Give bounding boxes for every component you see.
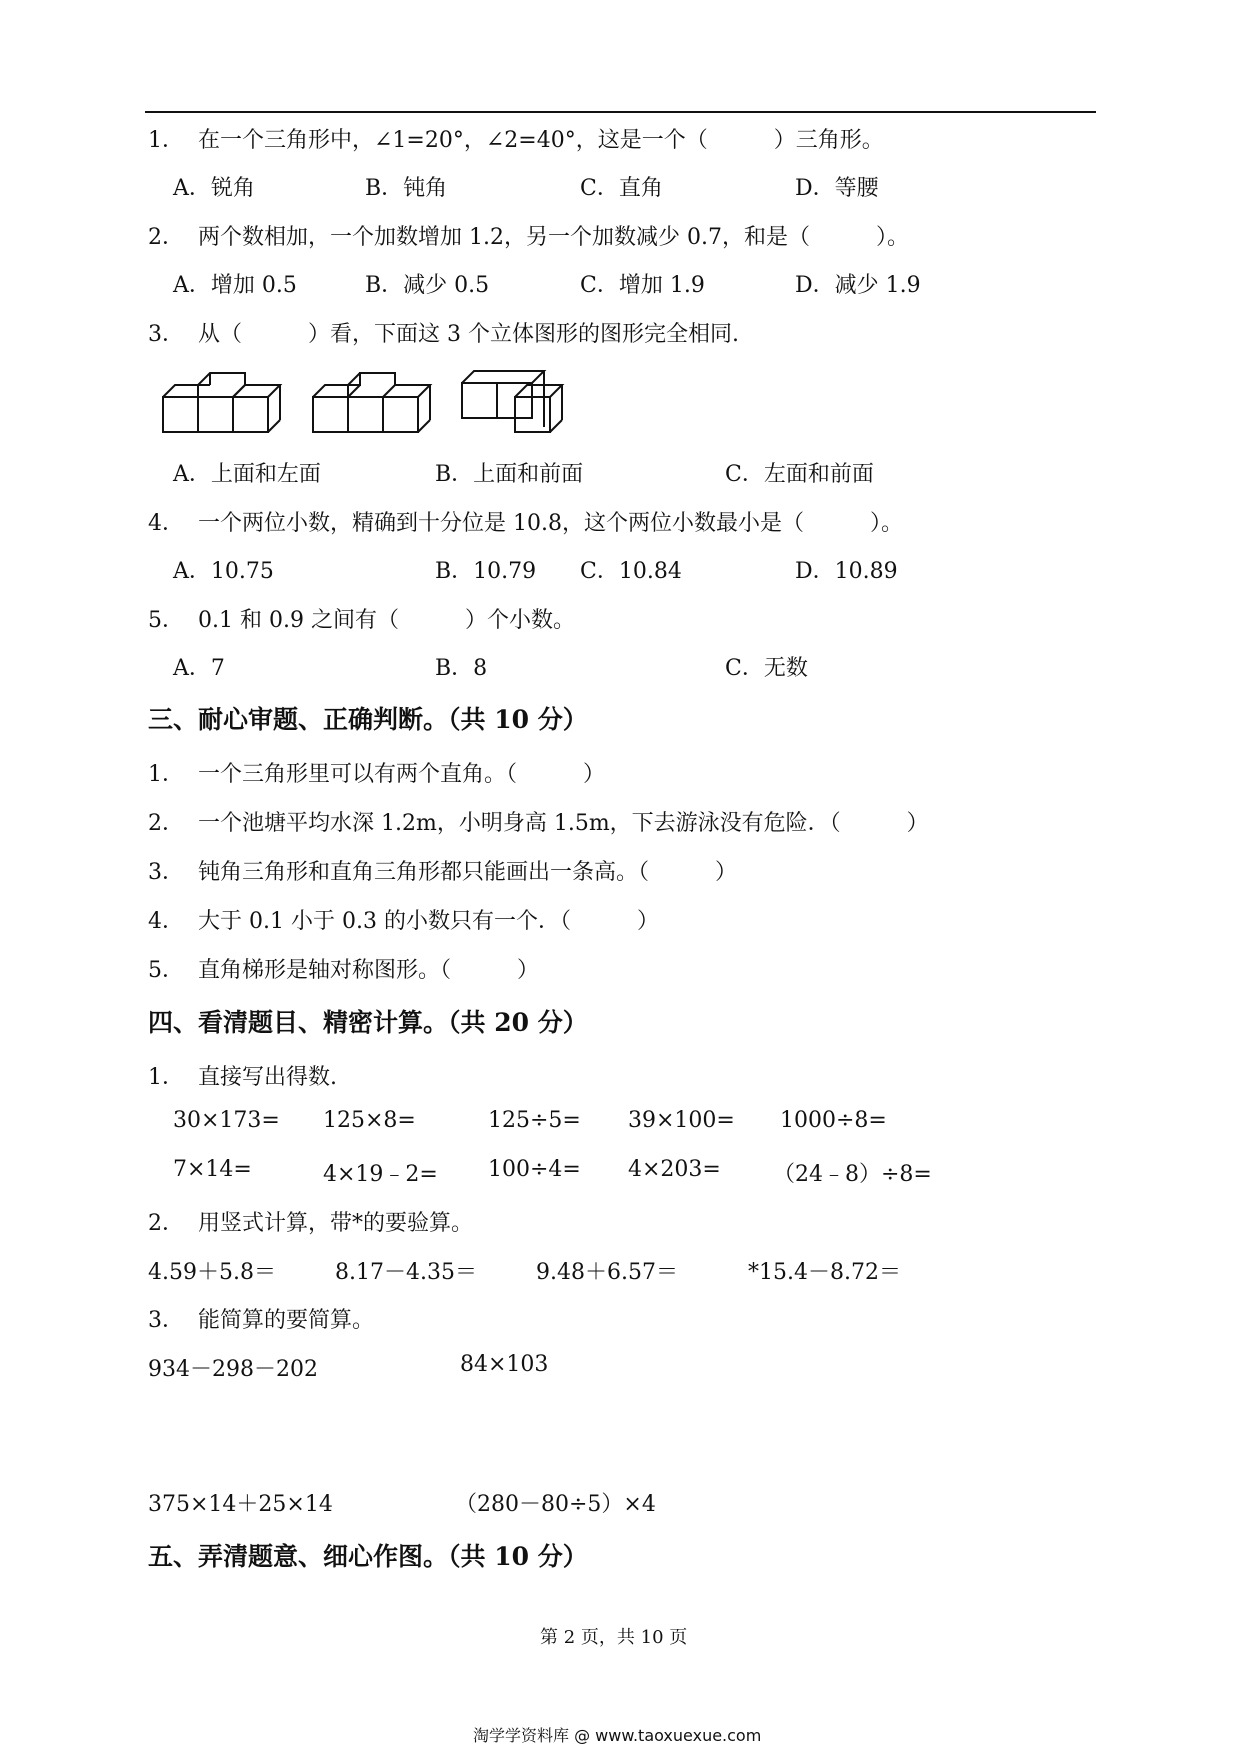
- option-b: B．8: [435, 656, 488, 681]
- option-c: C．左面和前面: [725, 462, 874, 487]
- option-c: C．无数: [725, 656, 808, 681]
- item-number: 5．: [148, 958, 184, 983]
- item-number: 4．: [148, 909, 184, 934]
- expression: 7×14=: [173, 1157, 252, 1182]
- option-c: C．增加 1.9: [580, 273, 705, 298]
- item-text: 一个三角形里可以有两个直角。（ ）: [198, 762, 606, 787]
- item-text: 钝角三角形和直角三角形都只能画出一条高。（ ）: [198, 860, 738, 885]
- expression: 39×100=: [628, 1108, 735, 1133]
- expression: 30×173=: [173, 1108, 280, 1133]
- expression: 9.48＋6.57＝: [536, 1260, 678, 1285]
- expression: （24﹣8）÷8=: [773, 1162, 932, 1187]
- item-number: 3．: [148, 860, 184, 885]
- question-text: 用竖式计算，带*的要验算。: [198, 1211, 474, 1236]
- option-a: A．上面和左面: [173, 462, 321, 487]
- item-number: 1．: [148, 762, 184, 787]
- solid-figures-diagram: [155, 365, 595, 445]
- solid-figure-1: [163, 373, 280, 432]
- question-text: 0.1 和 0.9 之间有（ ）个小数。: [198, 608, 575, 633]
- expression: *15.4－8.72＝: [748, 1260, 901, 1285]
- question-text: 从（ ）看，下面这 3 个立体图形的图形完全相同.: [198, 322, 739, 347]
- option-d: D．10.89: [795, 559, 898, 584]
- expression: 100÷4=: [488, 1157, 581, 1182]
- option-a: A．锐角: [173, 176, 255, 201]
- solid-figure-2: [313, 373, 430, 432]
- option-b: B．减少 0.5: [365, 273, 490, 298]
- item-text: 直角梯形是轴对称图形。（ ）: [198, 958, 540, 983]
- question-text: 一个两位小数，精确到十分位是 10.8，这个两位小数最小是（ ）。: [198, 511, 903, 536]
- expression: （280－80÷5）×4: [455, 1492, 656, 1517]
- option-b: B．钝角: [365, 176, 448, 201]
- question-text: 两个数相加，一个加数增加 1.2，另一个加数减少 0.7，和是（ ）。: [198, 225, 909, 250]
- expression: 934－298－202: [148, 1357, 318, 1382]
- section-title-part5: 五、弄清题意、细心作图。（共 10 分）: [148, 1542, 588, 1571]
- option-b: B．上面和前面: [435, 462, 584, 487]
- option-c: C．10.84: [580, 559, 682, 584]
- section-title-part4: 四、看清题目、精密计算。（共 20 分）: [148, 1008, 588, 1037]
- expression: 125÷5=: [488, 1108, 581, 1133]
- option-c: C．直角: [580, 176, 663, 201]
- option-a: A．增加 0.5: [173, 273, 297, 298]
- question-text: 在一个三角形中，∠1=20°，∠2=40°，这是一个（ ）三角形。: [198, 128, 884, 153]
- solid-figure-3: [462, 371, 562, 432]
- question-number: 2．: [148, 225, 184, 250]
- section-title-part3: 三、耐心审题、正确判断。（共 10 分）: [148, 705, 588, 734]
- header-rule: [145, 111, 1096, 113]
- expression: 375×14＋25×14: [148, 1492, 333, 1517]
- expression: 4×203=: [628, 1157, 721, 1182]
- question-number: 1．: [148, 128, 184, 153]
- expression: 4.59＋5.8＝: [148, 1260, 276, 1285]
- option-d: D．等腰: [795, 176, 879, 201]
- option-a: A．10.75: [173, 559, 274, 584]
- expression: 8.17－4.35＝: [335, 1260, 477, 1285]
- option-a: A．7: [173, 656, 225, 681]
- question-text: 能简算的要简算。: [198, 1308, 375, 1333]
- question-text: 直接写出得数.: [198, 1065, 337, 1090]
- question-number: 1．: [148, 1065, 184, 1090]
- expression: 125×8=: [323, 1108, 416, 1133]
- question-number: 4．: [148, 511, 184, 536]
- expression: 1000÷8=: [780, 1108, 887, 1133]
- page-number: 第 2 页，共 10 页: [540, 1627, 688, 1648]
- question-number: 2．: [148, 1211, 184, 1236]
- item-number: 2．: [148, 811, 184, 836]
- question-number: 3．: [148, 1308, 184, 1333]
- question-number: 3．: [148, 322, 184, 347]
- expression: 84×103: [460, 1352, 549, 1377]
- watermark: 淘学学资料库 @ www.taoxuexue.com: [473, 1726, 762, 1745]
- expression: 4×19﹣2=: [323, 1162, 438, 1187]
- question-number: 5．: [148, 608, 184, 633]
- item-text: 一个池塘平均水深 1.2m，小明身高 1.5m，下去游泳没有危险．（ ）: [198, 811, 929, 836]
- option-d: D．减少 1.9: [795, 273, 921, 298]
- item-text: 大于 0.1 小于 0.3 的小数只有一个．（ ）: [198, 909, 659, 934]
- option-b: B．10.79: [435, 559, 537, 584]
